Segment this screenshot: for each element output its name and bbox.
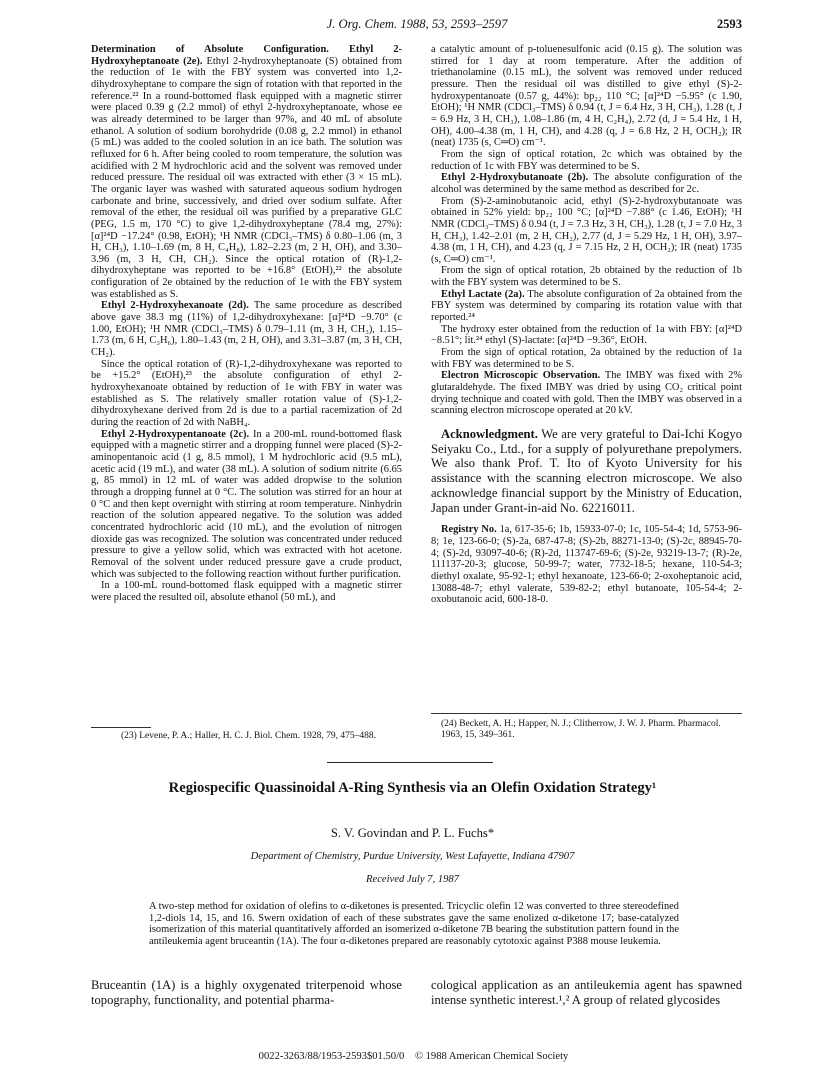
page-footer bbox=[92, 1051, 735, 1062]
paragraph bbox=[91, 300, 402, 358]
article-authors: S. V. Govindan and P. L. Fuchs* bbox=[330, 826, 495, 840]
abstract: A two-step method for oxidation of olefins to α-diketones is presented. Tricyclic olefin 12 was converted to three stereodefined 1,2-diols 14, 15, and 16. Swern oxidation of each of these substrates gave the same enolized α-diketone 17; base-catalyzed isomerization of this material quantitatively afforded an isomerized α-diketone 7B bearing the substitution pattern found in the antileukemia agent bruceantin (1A). The four α-diketones prepared are reasonably cytotoxic against P388 mouse leukemia. bbox=[149, 901, 679, 947]
paragraph-text: From (S)-2-aminobutanoic acid, ethyl (S)-2-hydroxybutanoate was obtained in 52% yield: bp₂₂ 100 °C; [α]²⁴D −7.88° (c 1.46, EtOH); ¹H NMR (CDCl₃–TMS) δ 0.94 (t, J = 7.3 Hz, 3 H, CH₃), 1.28 (t, J = 7.0 Hz, 3 H, CH₃), 1.42–2.01 (m, 2 H, CH₂), 2.77 (d, J = 5.29 Hz, 1 H, OH), 3.97–4.38 (m, 1 H, CH), and 4.23 (q, J = 7.15 Hz, 2 H, OCH₂); IR (neat) 1735 (s, C═O) cm⁻¹. bbox=[431, 195, 742, 265]
paragraph bbox=[431, 370, 742, 417]
article-code: 0022-3263/88/1953-2593$01.50/0 bbox=[258, 1051, 405, 1062]
paragraph-text: Since the optical rotation of (R)-1,2-dihydroxyhexane was reported to be +15.2° (EtOH),²³ the absolute configuration of ethyl 2-hydroxyhexanoate obtained by reduction of 1e with FBY in water was established as S. The relatively smaller rotation value of (S)-1,2-dihydroxyhexane derived from 2d is due to a partial racemization of 2d during the reaction of 2d with NaBH₄. bbox=[91, 358, 402, 428]
paragraph bbox=[91, 359, 402, 429]
journal-citation bbox=[92, 17, 742, 32]
paragraph-text: In a 200-mL round-bottomed flask equipped with a magnetic stirrer and a dropping funnel were placed (S)-2-aminopentanoic acid (1 g, 8.5 mmol), 1 M hydrochloric acid (9.5 mL), acetic acid (19 mL), and water (38 mL). A solution of sodium nitrite (6.65 g, 85 mmol) in 12 mL of water was added dropwise to the solution through a dropping funnel at 0 °C. The solution was stirred for an hour at 0 °C and then kept overnight with stirring at room temperature. Ninhydrin reaction of the solution appeared negative. To the solution was added concentrated hydrochloric acid (10 mL), and the evolution of nitrogen dioxide gas was recognized. The solution was concentrated under reduced pressure to give a yellow solid, which was extracted with hot acetone. Removal of the solvent under reduced pressure gave a crude product, which was subjected to the following reaction without further purification. bbox=[91, 428, 402, 580]
paragraph-text: The same procedure as described above gave 38.3 mg (11%) of 1,2-dihydroxyhexane: [α]²⁴D −9.70° (c 1.00, EtOH); ¹H NMR (CDCl₃–TMS) δ 0.79–1.11 (m, 3 H, CH₃), 1.15–1.73 (m, 6 H, C₃H₆), 1.80–1.43 (m, 2 H, OH), and 3.31–3.87 (m, 3 H, CH, CH₂). bbox=[91, 300, 402, 359]
section-heading: Electron Microscopic Observation. bbox=[441, 370, 601, 382]
copyright: © 1988 American Chemical Society bbox=[414, 1051, 569, 1062]
footnote-rule bbox=[431, 713, 742, 714]
page-number: 2593 bbox=[716, 17, 742, 31]
journal-name: J. Org. Chem. bbox=[326, 17, 398, 31]
section-heading: Ethyl 2-Hydroxyhexanoate (2d). bbox=[101, 300, 249, 312]
paragraph-text: The absolute configuration of the alcohol was determined by the same method as described for 2c. bbox=[431, 172, 742, 195]
article-separator bbox=[327, 762, 493, 763]
section-heading: Determination of Absolute Configuration. Ethyl 2-Hydroxyheptanoate (2e). bbox=[91, 44, 402, 67]
received-date: Received July 7, 1987 bbox=[366, 874, 459, 885]
paragraph-text: From the sign of optical rotation, 2b obtained by the reduction of 1b with the FBY system was determined to be S. bbox=[431, 265, 742, 289]
paragraph bbox=[431, 265, 742, 288]
section-heading: Ethyl Lactate (2a). bbox=[441, 288, 525, 300]
paragraph bbox=[431, 289, 742, 324]
body-text-left: Bruceantin (1A) is a highly oxygenated triterpenoid whose topography, functionality, and potential pharma- bbox=[91, 978, 402, 1007]
paragraph-text: From the sign of optical rotation, 2a obtained by the reduction of 1a with FBY was determined to be S. bbox=[431, 347, 742, 370]
paragraph-text: The IMBY was fixed with 2% glutaraldehyde. The fixed IMBY was dried by using CO₂ critical point drying technique and coated with gold. Then the IMBY was observed in a scanning electron microscope operated at 20 kV. bbox=[431, 370, 742, 417]
author-affiliation: Department of Chemistry, Purdue University, West Lafayette, Indiana 47907 bbox=[250, 851, 575, 862]
right-column bbox=[431, 44, 742, 606]
paragraph bbox=[431, 347, 742, 370]
paragraph bbox=[431, 324, 742, 347]
paragraph bbox=[431, 44, 742, 149]
acknowledgment-text: We are very grateful to Dai-Ichi Kogyo Seiyaku Co., Ltd., for a supply of polyurethane prepolymers. We also thank Prof. T. Ito of Kyoto University for his assistance with the scanning electron microscope. We also acknowledge financial support by the Ministry of Education, Japan under Grant-in-aid No. 62216011. bbox=[431, 427, 743, 515]
left-column bbox=[91, 44, 402, 604]
paragraph-text: Ethyl 2-hydroxyheptanoate (S) obtained from the reduction of 1e with the FBY system was converted into 1,2-dihydroxyheptane to compare the sign of rotation with that reported in the reference.²² In a round-bottomed flask equipped with a magnetic stirrer were placed 0.39 g (2.2 mmol) of ethyl 2-hydroxyheptanoate, whose ee was already determined to be larger than 97%, and 40 mL of absolute ethanol. A solution of sodium borohydride (0.08 g, 2.2 mmol) in ethanol (5 mL) was added to the cooled solution in an ice bath. The solution was refluxed for 6 h. After being cooled to room temperature, the solution was acidified with 2 M hydrochloric acid and the solvent was removed under reduced pressure. The residual oil was extracted with ether (3 × 15 mL). The organic layer was washed with saturated aqueous sodium hydrogen carbonate and brine, successively, and dried over sodium sulfate. After removal of the ether, the residual oil was purified by a preparative GLC (PEG, 1.5 m, 170 °C) to give 1,2-dihydroxyheptane (78.4 mg, 27%): [α]²⁴D −17.24° (0.98, EtOH); ¹H NMR (CDCl₃–TMS) δ 0.80–1.06 (m, 3 H, CH₃), 1.10–1.69 (m, 8 H, C₄H₈), 1.82–2.23 (m, 2 H, OH), and 3.30–3.96 (m, 3 H, CH, CH₂). Since the optical rotation of (R)-1,2-dihydroxyheptane was reported to be +16.8° (EtOH),²² the absolute configuration of 2e obtained by the reduction of 1e with the FBY system was established as S. bbox=[91, 55, 402, 300]
body-text-right: cological application as an antileukemia agent has spawned intense synthetic interest.¹,² A group of related glycosides bbox=[431, 978, 742, 1007]
section-heading: Ethyl 2-Hydroxybutanoate (2b). bbox=[441, 172, 589, 184]
registry-text: 1a, 617-35-6; 1b, 15933-07-0; 1c, 105-54-4; 1d, 5753-96-8; 1e, 123-66-0; (S)-2a, 687-47-8; (S)-2b, 88271-13-0; (S)-2c, 88945-70-4; (S)-2d, 93097-40-6; (R)-2d, 113747-69-6; (S)-2e, 93219-13-7; (R)-2e, 111137-20-3; glucose, 50-99-7; water, 7732-18-5; hexane, 110-54-3; diethyl oxalate, 95-92-1; ethyl hexanoate, 123-66-0; 2-oxoheptanoic acid, 13088-48-7; ethyl valerate, 539-82-2; ethyl butanoate, 105-54-4; 2-oxobutanoic acid, 600-18-0. bbox=[431, 524, 743, 606]
footnote-23: (23) Levene, P. A.; Haller, H. C. J. Biol. Chem. 1928, 79, 475–488. bbox=[121, 731, 377, 741]
registry-heading: Registry No. bbox=[441, 524, 497, 536]
acknowledgment bbox=[431, 427, 742, 515]
paragraph-text: The absolute configuration of 2a obtained from the FBY system was determined by comparing its rotation value with that reported.²⁴ bbox=[431, 288, 742, 324]
article-title: Regiospecific Quassinoidal A-Ring Synthesis via an Olefin Oxidation Strategy¹ bbox=[168, 780, 657, 796]
paragraph-text: The hydroxy ester obtained from the reduction of 1a with FBY: [α]²⁴D −8.51°; lit.²⁴ ethyl (S)-lactate: [α]²⁴D −9.36°, EtOH. bbox=[431, 323, 742, 347]
paragraph bbox=[91, 44, 402, 300]
footnote-24: (24) Beckett, A. H.; Happer, N. J.; Clitherrow, J. W. J. Pharm. Pharmacol. 1963, 15, 349–361. bbox=[441, 719, 721, 740]
registry-numbers bbox=[431, 524, 742, 606]
paragraph bbox=[431, 172, 742, 195]
paragraph-text: From the sign of optical rotation, 2c which was obtained by the reduction of 1c with FBY was determined to be S. bbox=[431, 148, 742, 172]
paragraph-text: a catalytic amount of p-toluenesulfonic acid (0.15 g). The solution was stirred for 1 day at room temperature. After the addition of triethanolamine (0.15 mL), the solvent was removed under reduced pressure. Then the residual oil was distilled to give ethyl (S)-2-hydroxypentanoate (0.57 g, 44%): bp₂₂ 110 °C; [α]²⁴D −5.95° (c 1.90, EtOH); ¹H NMR (CDCl₃–TMS) δ 0.94 (t, J = 6.4 Hz, 3 H, CH₃), 1.28 (t, J = 6.9 Hz, 3 H, CH₃), 1.08–1.86 (m, 4 H, C₂H₄), 2.72 (d, J = 5.4 Hz, 1 H, OH), 4.00–4.38 (m, 1 H, CH), and 4.28 (q, J = 6.8 Hz, 2 H, OCH₂); IR (neat) 1735 (s, C═O) cm⁻¹. bbox=[431, 44, 742, 149]
volume-info: 1988, 53, 2593–2597 bbox=[400, 17, 508, 31]
acknowledgment-heading: Acknowledgment. bbox=[441, 427, 538, 441]
paragraph bbox=[431, 196, 742, 266]
footnote-rule bbox=[91, 727, 151, 728]
page-header bbox=[92, 17, 742, 33]
paragraph bbox=[431, 149, 742, 172]
paragraph bbox=[91, 580, 402, 603]
paragraph-text: In a 100-mL round-bottomed flask equipped with a magnetic stirrer were placed the resulted oil, absolute ethanol (50 mL), and bbox=[91, 580, 402, 603]
paragraph bbox=[91, 429, 402, 581]
section-heading: Ethyl 2-Hydroxypentanoate (2c). bbox=[101, 428, 250, 440]
